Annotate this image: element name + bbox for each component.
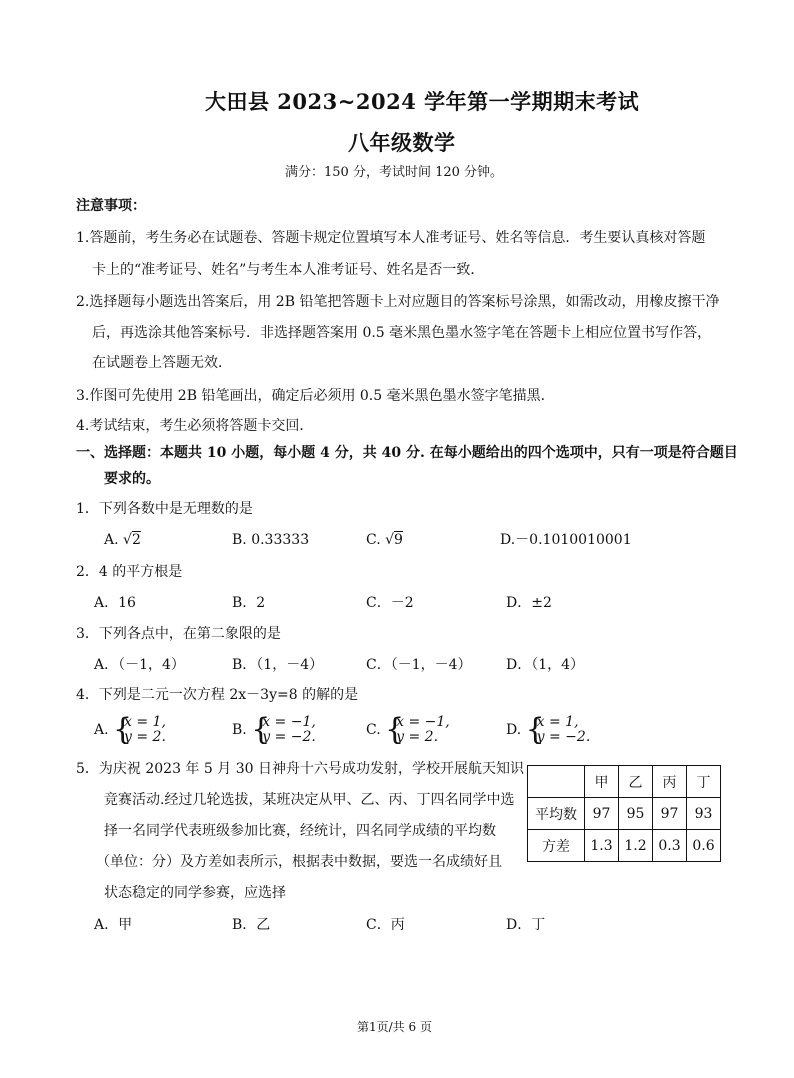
q4-stem: 4．下列是二元一次方程 2x－3y=8 的解的是 xyxy=(76,687,359,703)
q4-option-a-eq2: y = 2. xyxy=(124,729,166,745)
table-cell: 1.3 xyxy=(585,830,619,862)
q2-option-a: A．16 xyxy=(94,595,136,611)
q5-stem-line-4: （单位：分）及方差如表所示，根据表中数据，要选一名成绩好且 xyxy=(96,854,502,870)
q1-option-c-label: C. xyxy=(366,532,381,548)
note-3: 3.作图可先使用 2B 铅笔画出，确定后必须用 0.5 毫米黑色墨水签字笔描黑． xyxy=(76,388,555,404)
brace-icon: { xyxy=(525,712,545,747)
section-1-heading-line-1: 一、选择题：本题共 10 小题，每小题 4 分，共 40 分. 在每小题给出的四个选项中，只有一项是符合题目 xyxy=(76,445,738,461)
exam-subtitle: 八年级数学 xyxy=(348,130,456,155)
q1-option-a-radicand: 2 xyxy=(131,532,141,548)
sqrt-icon: √ xyxy=(385,532,395,548)
q5-option-a: A．甲 xyxy=(94,917,133,933)
note-1-line-2: 卡上的“准考证号、姓名”与考生本人准考证号、姓名是否一致． xyxy=(92,262,485,278)
q5-option-b: B．乙 xyxy=(232,917,271,933)
table-cell: 平均数 xyxy=(528,798,585,830)
q5-option-d: D．丁 xyxy=(506,917,546,933)
table-row xyxy=(528,798,721,830)
table-header-cell: 丁 xyxy=(687,766,721,798)
q2-option-c: C．－2 xyxy=(366,595,414,611)
q3-stem: 3．下列各点中，在第二象限的是 xyxy=(76,626,281,642)
q4-option-b-label: B. xyxy=(232,722,247,738)
q3-option-c: C．（－1，－4） xyxy=(366,657,472,673)
q5-option-c: C．丙 xyxy=(366,917,405,933)
brace-icon: { xyxy=(385,712,405,747)
score-info: 满分：150 分，考试时间 120 分钟。 xyxy=(285,165,504,180)
q5-stem-line-2: 竞赛活动.经过几轮选拔，某班决定从甲、乙、丙、丁四名同学中选 xyxy=(104,792,515,808)
q4-option-d-eq1: x = 1, xyxy=(536,714,579,730)
table-header-row xyxy=(528,766,721,798)
q4-option-a-system xyxy=(113,712,166,747)
q4-option-c-eq2: y = 2. xyxy=(396,729,439,745)
sqrt-icon: √ xyxy=(123,532,132,548)
table-cell: 97 xyxy=(585,798,619,830)
table-cell: 1.2 xyxy=(619,830,653,862)
note-2-line-1: 2.选择题每小题选出答案后，用 2B 铅笔把答题卡上对应题目的答案标号涂黑，如需改动，用橡皮擦干净 xyxy=(76,294,720,310)
table-cell: 0.6 xyxy=(687,830,721,862)
page-number: 第1页/共 6 页 xyxy=(357,1020,432,1034)
note-2-line-3: 在试题卷上答题无效． xyxy=(92,355,232,371)
notes-heading: 注意事项： xyxy=(76,198,146,214)
note-1-line-1: 1.答题前，考生务必在试题卷、答题卡规定位置填写本人准考证号、姓名等信息．考生要认真核对答题 xyxy=(76,230,706,246)
q1-option-a-label: A. xyxy=(104,532,119,548)
q4-option-a xyxy=(94,712,166,747)
table-cell: 93 xyxy=(687,798,721,830)
q5-stem-line-3: 择一名同学代表班级参加比赛，经统计，四名同学成绩的平均数 xyxy=(104,823,496,839)
q4-option-d-system xyxy=(525,712,591,747)
q4-option-c xyxy=(366,712,450,747)
table-cell: 0.3 xyxy=(653,830,687,862)
exam-title: 大田县 2023~2024 学年第一学期期末考试 xyxy=(205,89,640,114)
q4-option-c-label: C. xyxy=(366,722,381,738)
q4-option-d xyxy=(506,712,591,747)
section-1-heading-line-2: 要求的。 xyxy=(104,471,160,487)
q1-option-b xyxy=(232,531,309,549)
q5-statistics-table xyxy=(527,765,721,862)
q1-option-b-value: B. 0.3333 xyxy=(232,532,301,548)
table-header-cell: 乙 xyxy=(619,766,653,798)
q4-option-b-system xyxy=(251,712,316,747)
table-row xyxy=(528,830,721,862)
q2-option-b: B．2 xyxy=(232,595,266,611)
q1-option-b-repeat-digit: 3̇ xyxy=(300,532,310,548)
q1-option-c xyxy=(366,531,403,549)
table-header-cell xyxy=(528,766,585,798)
q4-option-a-eq1: x = 1, xyxy=(124,714,166,730)
q2-option-d: D．±2 xyxy=(506,595,552,611)
note-2-line-2: 后，再选涂其他答案标号．非选择题答案用 0.5 毫米黑色墨水签字笔在答题卡上相应位置书写作答， xyxy=(92,325,712,341)
q3-option-a: A．（－1，4） xyxy=(94,657,185,673)
q4-option-c-eq1: x = −1, xyxy=(396,714,450,730)
q4-option-a-label: A. xyxy=(94,722,109,738)
q4-option-d-eq2: y = −2. xyxy=(536,729,591,745)
brace-icon: { xyxy=(251,712,271,747)
q4-option-b-eq1: x = −1, xyxy=(262,714,316,730)
brace-icon: { xyxy=(113,712,133,747)
q4-option-b-eq2: y = −2. xyxy=(262,729,316,745)
table-cell: 95 xyxy=(619,798,653,830)
q1-option-a xyxy=(104,531,141,549)
q2-stem: 2．4 的平方根是 xyxy=(76,564,183,580)
q1-option-d: D.－0.1010010001 xyxy=(500,532,632,548)
q4-option-d-label: D. xyxy=(506,722,522,738)
note-4: 4.考试结束，考生必须将答题卡交回． xyxy=(76,418,314,434)
table-header-cell: 丙 xyxy=(653,766,687,798)
table-header-cell: 甲 xyxy=(585,766,619,798)
table-cell: 方差 xyxy=(528,830,585,862)
q3-option-b: B．（1，－4） xyxy=(232,657,324,673)
q3-option-d: D．（1，4） xyxy=(506,657,585,673)
q5-stem-line-5: 状态稳定的同学参赛，应选择 xyxy=(104,885,286,901)
q4-option-b xyxy=(232,712,316,747)
q4-option-c-system xyxy=(385,712,450,747)
q1-option-c-radicand: 9 xyxy=(394,532,403,548)
table-cell: 97 xyxy=(653,798,687,830)
q1-stem: 1．下列各数中是无理数的是 xyxy=(76,501,253,517)
q5-stem-line-1: 5．为庆祝 2023 年 5 月 30 日神舟十六号成功发射，学校开展航天知识 xyxy=(76,761,524,777)
